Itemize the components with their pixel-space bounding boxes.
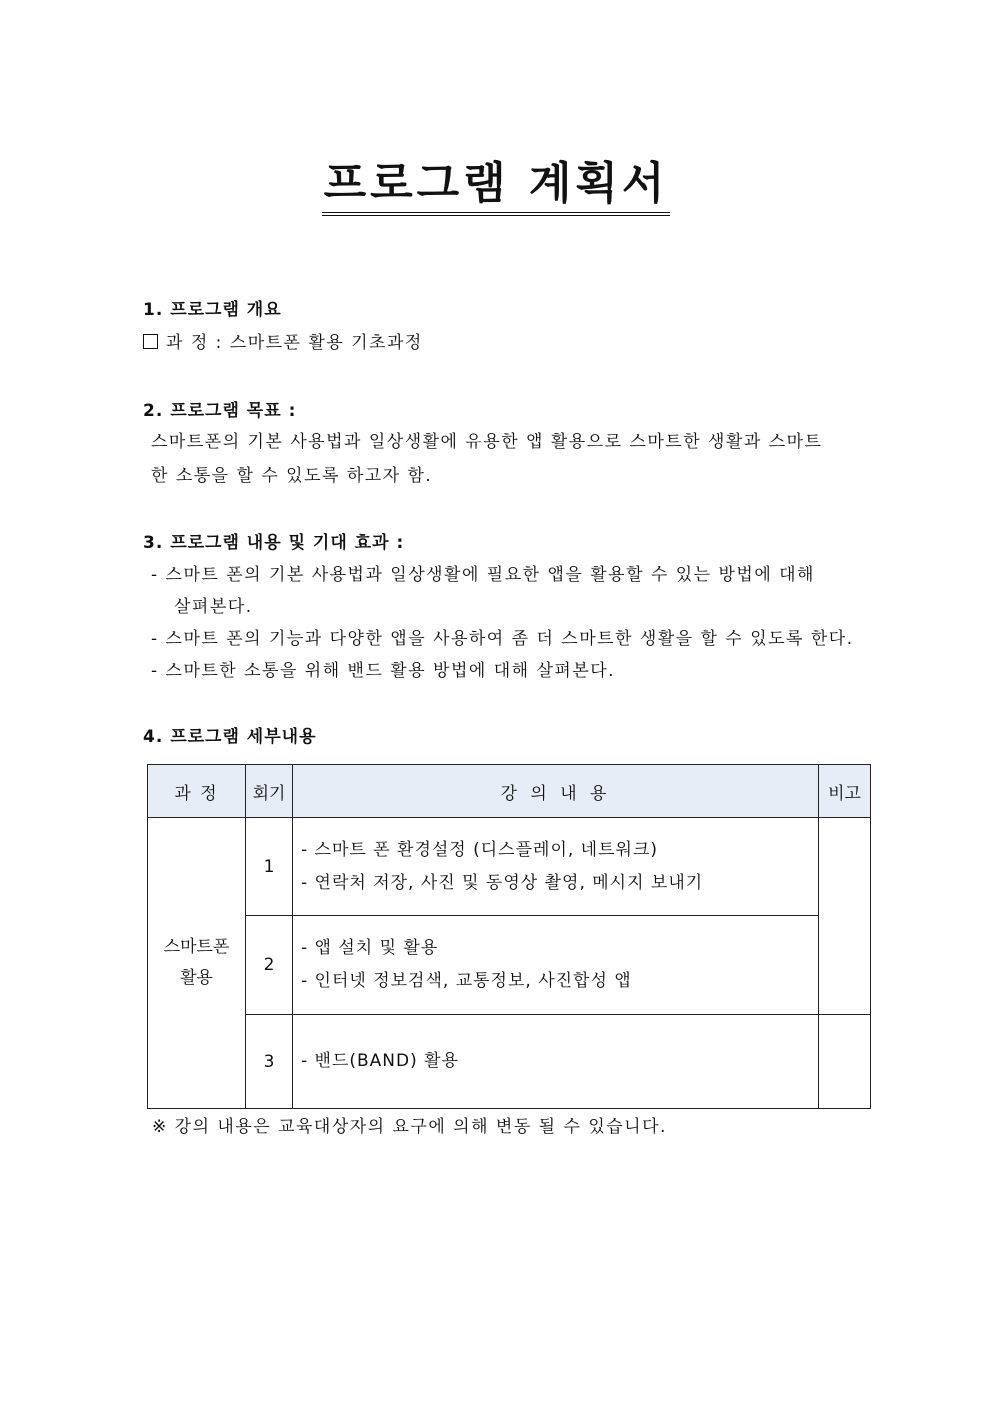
table-row: [148, 818, 871, 916]
section1-heading: 1. 프로그램 개요: [143, 300, 282, 320]
header-note: 비고: [819, 765, 871, 818]
content-cell: [293, 818, 819, 916]
table-header-row: [148, 765, 871, 818]
course-line: [143, 328, 423, 353]
effect-line-1-cont: 살펴본다.: [174, 597, 253, 617]
section3-heading: 3. 프로그램 내용 및 기대 효과 :: [143, 533, 405, 553]
document-title: 프로그램 계획서: [322, 158, 671, 216]
round-cell: 3: [246, 1015, 293, 1109]
note-cell: [819, 818, 871, 1015]
effect-line-3: - 스마트한 소통을 위해 밴드 활용 방법에 대해 살펴본다.: [151, 661, 616, 681]
round-cell: 2: [246, 916, 293, 1015]
content-item: - 밴드(BAND) 활용: [301, 1051, 459, 1071]
detail-table: [147, 764, 871, 1109]
effect-line-2: - 스마트 폰의 기능과 다양한 앱을 사용하여 좀 더 스마트한 생활을 할 수 있도록 한다.: [151, 629, 854, 649]
content-cell: [293, 1015, 819, 1109]
content-item: - 스마트 폰 환경설정 (디스플레이, 네트워크): [301, 839, 658, 860]
header-content: 강 의 내 용: [293, 765, 819, 818]
content-item: - 앱 설치 및 활용: [301, 938, 439, 958]
section4-heading: 4. 프로그램 세부내용: [143, 727, 317, 747]
course-label: 과 정 : 스마트폰 활용 기초과정: [166, 333, 423, 353]
header-round: 회기: [246, 765, 293, 818]
note-cell: [819, 1015, 871, 1109]
goal-line-2: 한 소통을 할 수 있도록 하고자 함.: [151, 466, 433, 486]
content-item: - 인터넷 정보검색, 교통정보, 사진합성 앱: [301, 971, 632, 991]
effect-line-1: - 스마트 폰의 기본 사용법과 일상생활에 필요한 앱을 활용할 수 있는 방법에 대해: [151, 565, 815, 585]
content-item: - 연락처 저장, 사진 및 동영상 촬영, 메시지 보내기: [301, 872, 704, 893]
checkbox-square-icon: [143, 334, 158, 349]
table-row: [148, 916, 871, 1015]
document-title-wrapper: [0, 158, 992, 216]
header-course: 과 정: [148, 765, 246, 818]
footnote: ※ 강의 내용은 교육대상자의 요구에 의해 변동 될 수 있습니다.: [152, 1117, 667, 1137]
round-cell: 1: [246, 818, 293, 916]
content-cell: [293, 916, 819, 1015]
table-row: [148, 1015, 871, 1109]
course-name-line1: 스마트폰: [163, 937, 230, 957]
course-name-cell: [148, 818, 246, 1109]
section2-heading: 2. 프로그램 목표 :: [143, 401, 297, 421]
goal-line-1: 스마트폰의 기본 사용법과 일상생활에 유용한 앱 활용으로 스마트한 생활과 스마트: [151, 432, 823, 452]
course-name-line2: 활용: [180, 968, 213, 988]
